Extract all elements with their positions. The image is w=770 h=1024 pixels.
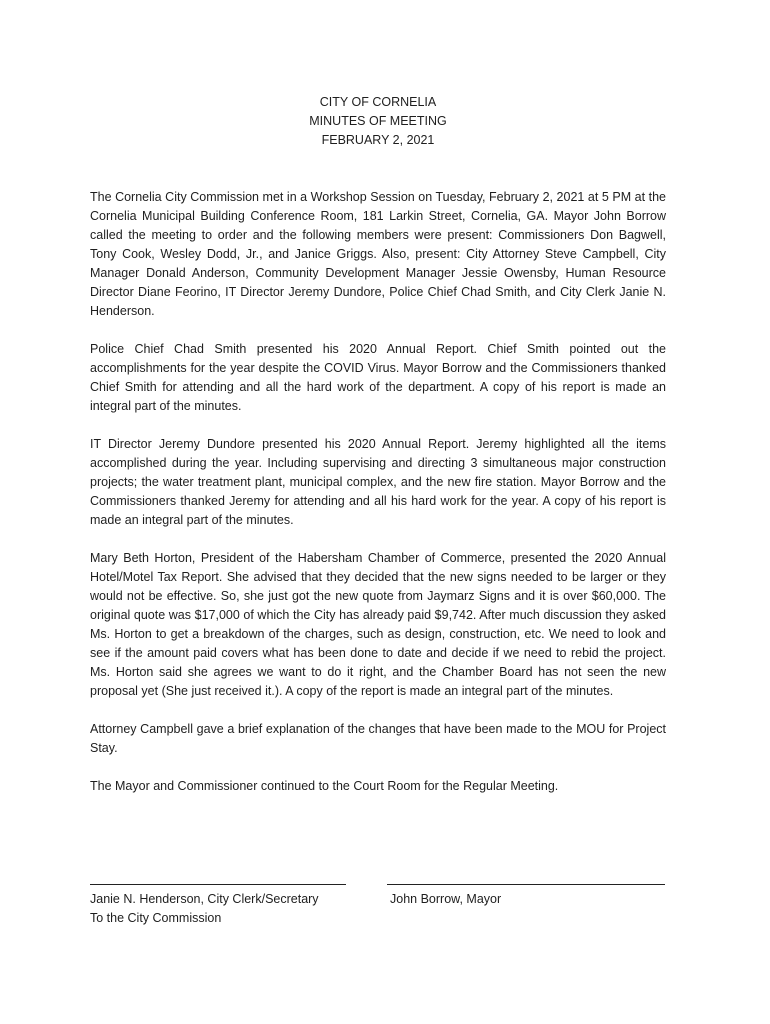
document-header [0,93,756,150]
document-title: MINUTES OF MEETING [309,114,447,128]
mayor-name-title: John Borrow, Mayor [390,892,502,906]
paragraph-chamber-report: Mary Beth Horton, President of the Habersham Chamber of Commerce, presented the 2020 Annual Hotel/Motel Tax Report. She advised that they decided that the new signs needed to be larger or they would not be effective. So, she just got the new quote from Jaymarz Signs and it is over $60,000. The original quote was $17,000 of which the City has already paid $9,742. After much discussion they asked Ms. Horton to get a breakdown of the charges, such as design, construction, etc. We need to look and see if the amount paid covers what has been done to date and decide if we need to rebid the project. Ms. Horton said she agrees we want to do it right, and the Chamber Board has not seen the new proposal yet (She just received it.). A copy of the report is made an integral part of the minutes. [90,551,666,698]
city-name: CITY OF CORNELIA [319,95,437,109]
meeting-date: FEBRUARY 2, 2021 [321,133,435,147]
paragraph-police-report: Police Chief Chad Smith presented his 2020 Annual Report. Chief Smith pointed out the accomplishments for the year despite the COVID Virus. Mayor Borrow and the Commissioners thanked Chief Smith for attending and all the hard work of the department. A copy of his report is made an integral part of the minutes. [90,342,666,413]
paragraph-attendance: The Cornelia City Commission met in a Workshop Session on Tuesday, February 2, 2021 at 5 PM at the Cornelia Municipal Building Conference Room, 181 Larkin Street, Cornelia, GA. Mayor John Borrow called the meeting to order and the following members were present: Commissioners Don Bagwell, Tony Cook, Wesley Dodd, Jr., and Janice Griggs. Also, present: City Attorney Steve Campbell, City Manager Donald Anderson, Community Development Manager Jessie Owensby, Human Resource Director Diane Feorino, IT Director Jeremy Dundore, Police Chief Chad Smith, and City Clerk Janie N. Henderson. [90,190,666,318]
paragraph-mou: Attorney Campbell gave a brief explanation of the changes that have been made to the MOU for Project Stay. [90,722,666,755]
clerk-name-title: Janie N. Henderson, City Clerk/Secretary [90,892,319,906]
clerk-commission: To the City Commission [90,911,222,925]
paragraph-it-report: IT Director Jeremy Dundore presented his 2020 Annual Report. Jeremy highlighted all the items accomplished during the year. Including supervising and directing 3 simultaneous major construction projects; the water treatment plant, municipal complex, and the new fire station. Mayor Borrow and the Commissioners thanked Jeremy for attending and all his hard work for the year. A copy of his report is made an integral part of the minutes. [90,437,666,527]
mayor-signature-line [387,884,665,885]
paragraph-adjourn: The Mayor and Commissioner continued to the Court Room for the Regular Meeting. [90,779,559,793]
clerk-signature-line [90,884,346,885]
clerk-signature-block [90,890,380,928]
mayor-signature-block [390,890,666,909]
minutes-body [90,188,666,815]
